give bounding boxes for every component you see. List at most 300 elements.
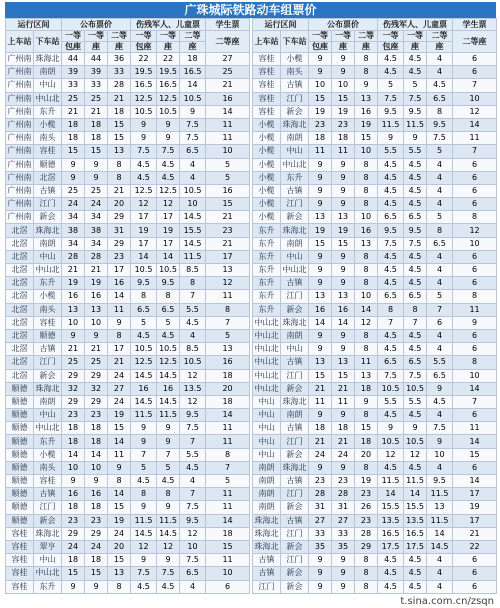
fare-cell: 8	[453, 356, 497, 369]
station-cell: 容桂	[34, 145, 62, 158]
fare-cell: 7	[157, 448, 180, 461]
table-row	[253, 329, 497, 342]
fare-cell: 9	[131, 501, 157, 514]
fare-cell: 11	[206, 422, 250, 435]
fare-cell: 11	[453, 422, 497, 435]
station-cell: 小榄	[253, 158, 281, 171]
fare-cell: 16	[206, 184, 250, 197]
station-cell: 顺德	[6, 435, 34, 448]
fare-cell: 4	[427, 343, 453, 356]
station-cell: 广州南	[6, 158, 34, 171]
fare-cell: 12.5	[157, 356, 180, 369]
table-row	[253, 145, 497, 158]
fare-cell: 19	[309, 105, 332, 118]
fare-cell: 6	[453, 250, 497, 263]
table-row	[253, 540, 497, 553]
station-cell: 广州南	[6, 184, 34, 197]
station-cell: 中山	[34, 250, 62, 263]
station-cell: 江门	[281, 369, 309, 382]
fare-cell: 7.5	[180, 422, 206, 435]
fare-cell: 19	[131, 224, 157, 237]
fare-cell: 16	[332, 303, 355, 316]
fare-cell: 9	[309, 66, 332, 79]
fare-cell: 10	[453, 237, 497, 250]
fare-cell: 11	[206, 132, 250, 145]
fare-cell: 9	[332, 343, 355, 356]
fare-cell: 9	[180, 105, 206, 118]
fare-cell: 13.5	[378, 514, 404, 527]
table-row	[253, 356, 497, 369]
fare-cell: 8	[355, 329, 378, 342]
fare-cell: 7.5	[180, 501, 206, 514]
fare-cell: 6.5	[404, 290, 427, 303]
fare-cell: 9	[62, 329, 85, 342]
fare-cell: 14	[206, 409, 250, 422]
fare-cell: 9	[427, 435, 453, 448]
fare-cell: 9	[309, 184, 332, 197]
fare-cell: 13	[309, 290, 332, 303]
fare-cell: 13	[332, 290, 355, 303]
header-first-top: 一等	[309, 31, 332, 42]
fare-cell: 5.5	[427, 356, 453, 369]
fare-cell: 19	[355, 118, 378, 131]
fare-cell: 4.5	[404, 198, 427, 211]
fare-cell: 6	[453, 171, 497, 184]
station-cell: 江门	[253, 580, 281, 594]
fare-cell: 9	[131, 435, 157, 448]
fare-cell: 33	[62, 79, 85, 92]
fare-cell: 5	[206, 171, 250, 184]
station-cell: 中山	[34, 554, 62, 567]
fare-cell: 7.5	[157, 567, 180, 580]
fare-cell: 4.5	[180, 461, 206, 474]
station-cell: 珠海北	[281, 118, 309, 131]
fare-cell: 10	[85, 461, 108, 474]
station-cell: 北滘	[6, 224, 34, 237]
station-cell: 广州南	[6, 171, 34, 184]
fare-cell: 9	[108, 316, 131, 329]
fare-cell: 18	[62, 501, 85, 514]
table-row	[6, 79, 250, 92]
station-cell: 南朗	[34, 395, 62, 408]
fare-cell: 10.5	[131, 343, 157, 356]
fare-cell: 13.5	[404, 514, 427, 527]
fare-cell: 9.5	[180, 409, 206, 422]
fare-cell: 18	[309, 132, 332, 145]
fare-cell: 7.5	[404, 92, 427, 105]
station-cell: 容桂	[6, 540, 34, 553]
station-cell: 江门	[281, 488, 309, 501]
fare-cell: 24	[332, 448, 355, 461]
fare-cell: 28	[85, 250, 108, 263]
fare-cell: 11.5	[404, 118, 427, 131]
fare-cell: 13	[355, 92, 378, 105]
fare-cell: 18	[332, 422, 355, 435]
fare-cell: 18	[62, 435, 85, 448]
fare-cell: 21	[62, 343, 85, 356]
fare-cell: 16	[85, 488, 108, 501]
fare-cell: 4.5	[404, 554, 427, 567]
fare-cell: 21	[108, 92, 131, 105]
fare-tables	[5, 18, 496, 594]
fare-cell: 4	[427, 329, 453, 342]
table-row	[6, 290, 250, 303]
fare-cell: 9	[332, 171, 355, 184]
station-cell: 中山	[253, 435, 281, 448]
fare-cell: 4.5	[157, 475, 180, 488]
table-row	[6, 580, 250, 594]
header-second-top: 二等	[180, 31, 206, 42]
table-row	[6, 158, 250, 171]
fare-cell: 21	[206, 211, 250, 224]
fare-cell: 4.5	[157, 171, 180, 184]
fare-cell: 5.5	[180, 303, 206, 316]
fare-cell: 19	[157, 224, 180, 237]
fare-rows-left	[6, 53, 250, 594]
table-row	[6, 435, 250, 448]
fare-cell: 9	[157, 132, 180, 145]
fare-cell: 7.5	[427, 422, 453, 435]
fare-cell: 14	[453, 475, 497, 488]
station-cell: 容桂	[34, 475, 62, 488]
fare-cell: 14	[108, 435, 131, 448]
fare-cell: 11.5	[131, 409, 157, 422]
station-cell: 北滘	[6, 303, 34, 316]
station-cell: 东升	[253, 277, 281, 290]
fare-cell: 13	[206, 343, 250, 356]
fare-cell: 18	[180, 53, 206, 66]
fare-cell: 8	[157, 290, 180, 303]
table-row	[6, 53, 250, 66]
header-first-short-bottom: 座	[332, 42, 355, 53]
station-cell: 东升	[281, 171, 309, 184]
table-row	[253, 316, 497, 329]
fare-cell: 11	[453, 132, 497, 145]
fare-cell: 15	[62, 145, 85, 158]
fare-cell: 18	[355, 382, 378, 395]
station-cell: 东升	[253, 303, 281, 316]
fare-cell: 12	[453, 105, 497, 118]
station-cell: 顺德	[34, 158, 62, 171]
fare-cell: 13	[309, 211, 332, 224]
table-row	[253, 105, 497, 118]
fare-cell: 9	[404, 422, 427, 435]
fare-cell: 14.5	[427, 540, 453, 553]
station-cell: 南朗	[281, 132, 309, 145]
station-cell: 中山北	[253, 356, 281, 369]
fare-cell: 18	[85, 422, 108, 435]
header-second-bottom: 座	[180, 42, 206, 53]
fare-cell: 9	[309, 329, 332, 342]
fare-cell: 9.5	[427, 475, 453, 488]
fare-cell: 4	[427, 158, 453, 171]
table-row	[6, 395, 250, 408]
fare-cell: 9	[131, 132, 157, 145]
fare-cell: 44	[85, 53, 108, 66]
fare-cell: 33	[309, 527, 332, 540]
fare-cell: 11.5	[180, 250, 206, 263]
table-row	[6, 184, 250, 197]
fare-cell: 12	[355, 316, 378, 329]
fare-cell: 13	[427, 501, 453, 514]
fare-cell: 16	[62, 488, 85, 501]
fare-cell: 8.5	[180, 343, 206, 356]
fare-cell: 6	[453, 198, 497, 211]
fare-cell: 9	[131, 554, 157, 567]
page-title: 广珠城际铁路动车组票价	[5, 2, 496, 18]
header-first-bottom: 包座	[131, 42, 157, 53]
table-row	[6, 66, 250, 79]
fare-cell: 4	[427, 264, 453, 277]
station-cell: 中山北	[253, 382, 281, 395]
station-cell: 珠海北	[253, 540, 281, 553]
station-cell: 珠海北	[281, 461, 309, 474]
table-row	[6, 264, 250, 277]
station-cell: 新会	[281, 580, 309, 594]
fare-cell: 13	[332, 211, 355, 224]
fare-cell: 4.5	[378, 329, 404, 342]
fare-cell: 23	[62, 514, 85, 527]
table-row	[253, 527, 497, 540]
station-cell: 新会	[281, 501, 309, 514]
station-cell: 北滘	[6, 250, 34, 263]
fare-cell: 4.5	[157, 329, 180, 342]
fare-cell: 9	[62, 158, 85, 171]
station-cell: 古镇	[253, 567, 281, 580]
fare-cell: 28	[309, 488, 332, 501]
table-row	[6, 132, 250, 145]
fare-cell: 7	[404, 316, 427, 329]
fare-cell: 9.5	[378, 105, 404, 118]
fare-cell: 4.5	[404, 343, 427, 356]
fare-cell: 11	[309, 145, 332, 158]
fare-cell: 15.5	[404, 501, 427, 514]
table-row	[6, 316, 250, 329]
header-discount: 伤残军人、儿童票	[131, 19, 206, 31]
fare-cell: 9	[309, 554, 332, 567]
fare-cell: 14	[355, 303, 378, 316]
header-section: 运行区间	[253, 19, 309, 31]
fare-cell: 8	[108, 171, 131, 184]
table-row	[6, 448, 250, 461]
fare-cell: 25	[62, 356, 85, 369]
table-row	[6, 171, 250, 184]
fare-cell: 8	[157, 488, 180, 501]
fare-cell: 10	[453, 369, 497, 382]
station-cell: 中山	[281, 250, 309, 263]
fare-cell: 15	[355, 132, 378, 145]
fare-cell: 17	[157, 211, 180, 224]
fare-cell: 4	[427, 198, 453, 211]
fare-cell: 10.5	[378, 435, 404, 448]
fare-cell: 32	[62, 382, 85, 395]
fare-cell: 24	[108, 527, 131, 540]
fare-cell: 4.5	[131, 580, 157, 594]
fare-cell: 10	[62, 461, 85, 474]
fare-cell: 6	[453, 264, 497, 277]
station-cell: 东升	[34, 277, 62, 290]
table-row	[253, 554, 497, 567]
fare-cell: 9	[332, 409, 355, 422]
fare-cell: 4	[427, 171, 453, 184]
fare-cell: 6	[427, 316, 453, 329]
fare-cell: 27	[332, 514, 355, 527]
station-cell: 南朗	[253, 501, 281, 514]
station-cell: 容桂	[253, 79, 281, 92]
station-cell: 东升	[34, 105, 62, 118]
fare-cell: 7	[180, 488, 206, 501]
fare-cell: 8.5	[180, 264, 206, 277]
fare-cell: 8	[355, 554, 378, 567]
table-row	[253, 567, 497, 580]
fare-cell: 10	[62, 316, 85, 329]
fare-cell: 13	[332, 356, 355, 369]
fare-cell: 14	[180, 79, 206, 92]
fare-cell: 11	[206, 290, 250, 303]
fare-cell: 4.5	[404, 171, 427, 184]
fare-cell: 5.5	[378, 145, 404, 158]
fare-cell: 6	[453, 158, 497, 171]
fare-cell: 26	[355, 501, 378, 514]
header-second-class: 二等座	[453, 31, 497, 53]
station-cell: 广州南	[6, 118, 34, 131]
station-cell: 古镇	[34, 488, 62, 501]
fare-cell: 25	[85, 184, 108, 197]
fare-cell: 4	[180, 475, 206, 488]
fare-cell: 12.5	[131, 356, 157, 369]
fare-cell: 5	[206, 329, 250, 342]
station-cell: 中山	[253, 422, 281, 435]
fare-cell: 39	[85, 66, 108, 79]
fare-cell: 18	[85, 132, 108, 145]
fare-cell: 34	[85, 237, 108, 250]
table-row	[253, 66, 497, 79]
fare-cell: 15	[453, 448, 497, 461]
header-first-short-top: 一等	[157, 31, 180, 42]
table-row	[253, 264, 497, 277]
fare-cell: 4	[427, 554, 453, 567]
fare-cell: 35	[332, 540, 355, 553]
fare-cell: 9	[309, 53, 332, 66]
station-cell: 中山北	[34, 567, 62, 580]
table-row	[6, 514, 250, 527]
fare-cell: 4	[180, 158, 206, 171]
fare-cell: 17	[453, 488, 497, 501]
station-cell: 东升	[253, 290, 281, 303]
header-first-short-top: 一等	[85, 31, 108, 42]
table-row	[253, 382, 497, 395]
fare-cell: 18	[332, 132, 355, 145]
station-cell: 中山	[281, 145, 309, 158]
station-cell: 南朗	[281, 409, 309, 422]
fare-cell: 16.5	[157, 79, 180, 92]
fare-cell: 16	[157, 382, 180, 395]
fare-cell: 15	[85, 145, 108, 158]
fare-cell: 34	[62, 211, 85, 224]
fare-cell: 9	[157, 501, 180, 514]
station-cell: 江门	[34, 198, 62, 211]
station-cell: 顺德	[6, 422, 34, 435]
fare-cell: 17	[206, 250, 250, 263]
station-cell: 古镇	[281, 184, 309, 197]
fare-cell: 23	[332, 118, 355, 131]
station-cell: 小榄	[253, 184, 281, 197]
fare-cell: 8	[453, 211, 497, 224]
station-cell: 北滘	[6, 290, 34, 303]
fare-cell: 10	[180, 198, 206, 211]
station-cell: 新会	[34, 514, 62, 527]
fare-cell: 24	[85, 198, 108, 211]
fare-cell: 19	[332, 224, 355, 237]
fare-cell: 17	[157, 237, 180, 250]
header-first-short-bottom: 座	[404, 42, 427, 53]
table-row	[6, 92, 250, 105]
fare-cell: 8	[453, 290, 497, 303]
fare-cell: 4	[427, 409, 453, 422]
fare-cell: 9	[309, 461, 332, 474]
fare-cell: 8	[427, 224, 453, 237]
fare-cell: 10.5	[180, 356, 206, 369]
fare-cell: 19	[108, 514, 131, 527]
fare-cell: 6	[453, 277, 497, 290]
fare-cell: 11	[453, 303, 497, 316]
table-row	[253, 118, 497, 131]
table-row	[6, 501, 250, 514]
station-cell: 顺德	[6, 475, 34, 488]
fare-cell: 14	[332, 316, 355, 329]
station-cell: 新会	[34, 211, 62, 224]
fare-cell: 9	[309, 277, 332, 290]
header-first-short-top: 一等	[404, 31, 427, 42]
fare-cell: 9	[332, 158, 355, 171]
fare-cell: 14	[108, 488, 131, 501]
station-cell: 顺德	[6, 448, 34, 461]
fare-cell: 8	[355, 53, 378, 66]
fare-cell: 12.5	[131, 92, 157, 105]
fare-cell: 14	[453, 435, 497, 448]
fare-cell: 7.5	[378, 237, 404, 250]
fare-cell: 9	[85, 171, 108, 184]
fare-cell: 21	[453, 527, 497, 540]
station-cell: 中山北	[253, 329, 281, 342]
station-cell: 东升	[253, 237, 281, 250]
fare-cell: 14	[85, 448, 108, 461]
fare-cell: 15	[108, 554, 131, 567]
fare-cell: 4.5	[404, 567, 427, 580]
fare-cell: 21	[332, 382, 355, 395]
fare-cell: 9	[157, 435, 180, 448]
fare-cell: 19	[85, 277, 108, 290]
header-second-bottom: 座	[427, 42, 453, 53]
fare-cell: 9	[427, 382, 453, 395]
fare-cell: 5	[206, 475, 250, 488]
fare-table-left	[5, 18, 250, 594]
fare-cell: 13	[355, 369, 378, 382]
table-row	[6, 356, 250, 369]
header-second-top: 二等	[355, 31, 378, 42]
fare-cell: 8	[206, 448, 250, 461]
fare-cell: 7.5	[180, 132, 206, 145]
fare-cell: 22	[131, 53, 157, 66]
fare-cell: 38	[62, 224, 85, 237]
fare-cell: 21	[309, 435, 332, 448]
fare-cell: 6	[453, 461, 497, 474]
station-cell: 南朗	[34, 66, 62, 79]
header-section: 运行区间	[6, 19, 62, 31]
header-student: 学生票	[206, 19, 250, 31]
fare-cell: 6.5	[427, 237, 453, 250]
table-row	[6, 250, 250, 263]
